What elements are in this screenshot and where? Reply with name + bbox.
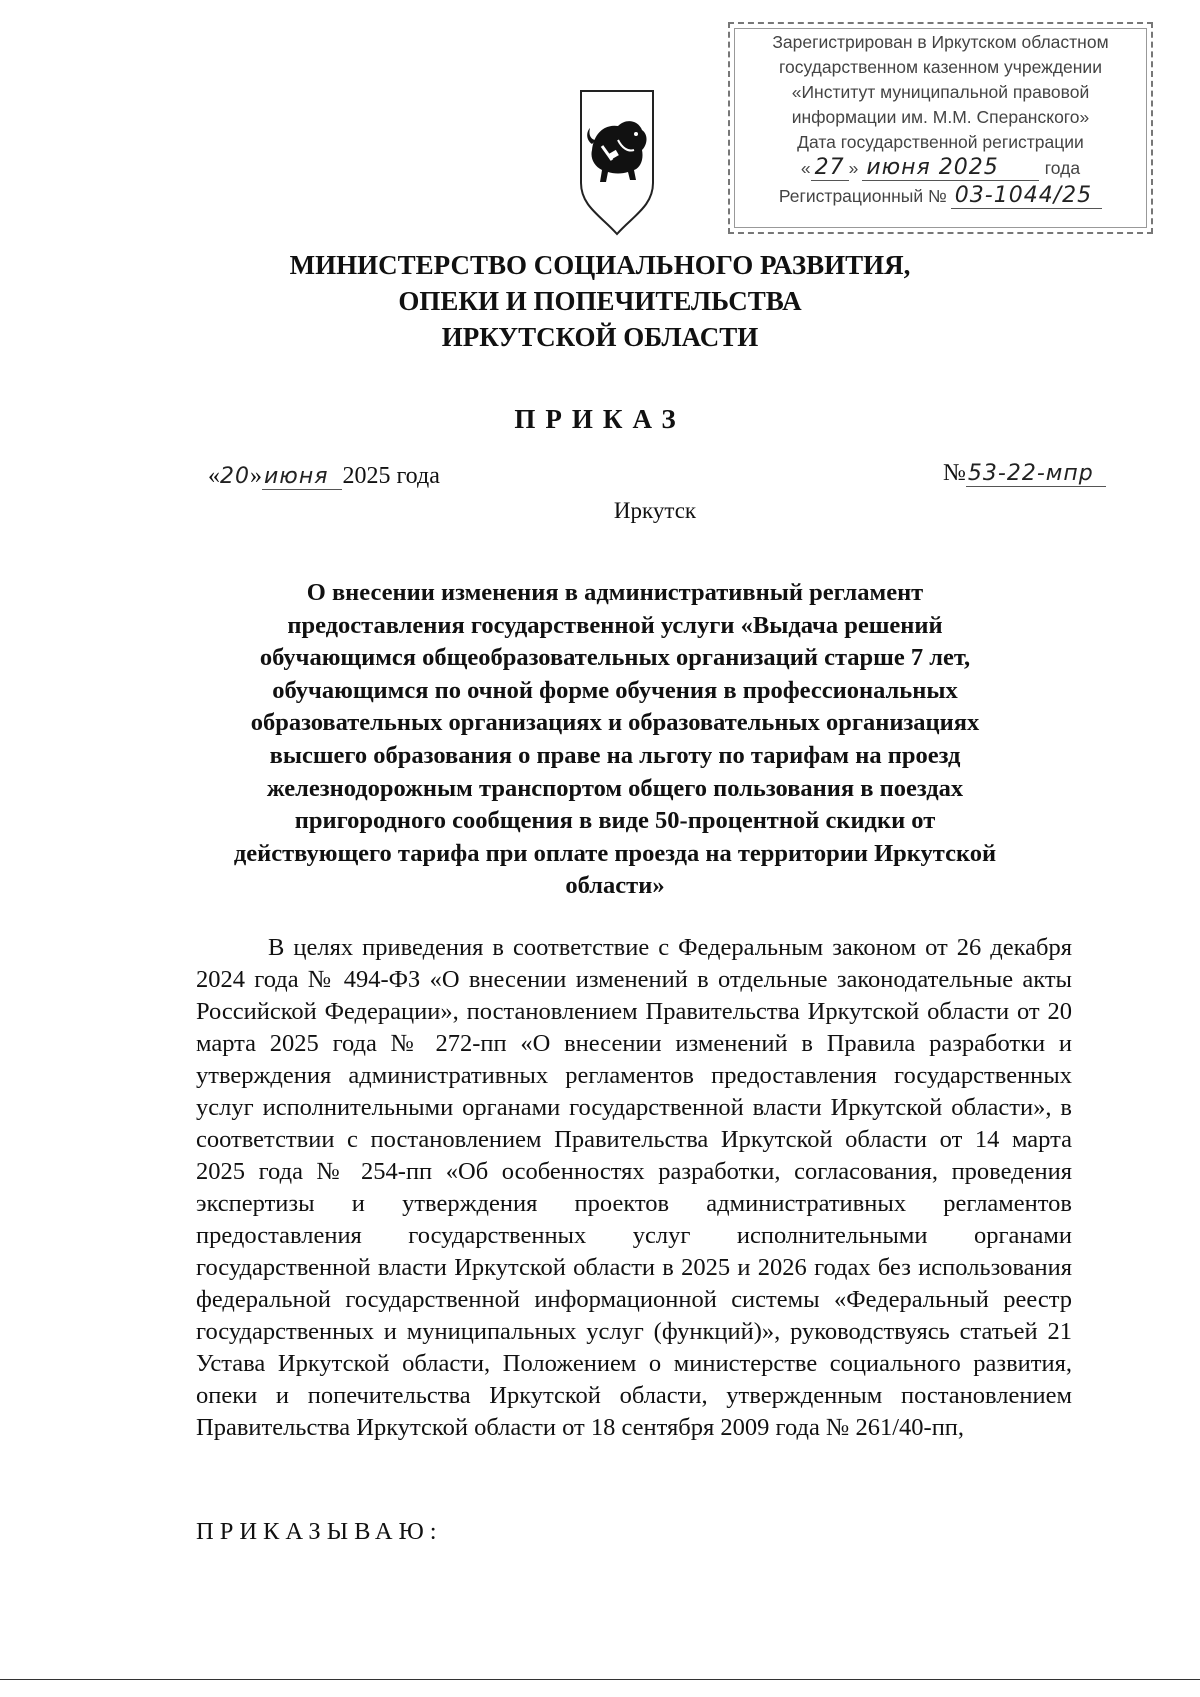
stamp-reg-row [740,183,1141,209]
stamp-date-month: июня [862,155,934,181]
subject-line: обучающимся по очной форме обучения в профессиональных [272,676,958,704]
subject-line: предоставления государственной услуги «Выдача решений [287,611,943,639]
stamp-date-close-quote: » [848,158,859,178]
order-date-month: июня [262,464,342,490]
ministry-heading [0,247,1200,355]
subject-line: пригородного сообщения в виде 50-процентной скидки от [294,807,936,835]
order-date-open-quote: « [208,463,220,489]
order-number-value: 53-22-мпр [966,461,1106,487]
subject-line: действующего тарифа при оплате проезда на территории Иркутской [233,839,997,867]
stamp-line: «Институт муниципальной правовой [791,82,1090,102]
stamp-date-row [740,155,1141,181]
registration-stamp [728,22,1153,234]
stamp-date-day: 27 [811,155,849,181]
subject-line: железнодорожным транспортом общего пользования в поездах [266,774,964,802]
stamp-line: государственном казенном учреждении [779,57,1102,77]
stamp-date-year: 2025 [935,155,1039,181]
preamble-paragraph: В целях приведения в соответствие с Федеральным законом от 26 декабря 2024 года № 494-ФЗ «О внесении изменений в отдельные законодательные акты Российской Федерации», постановлением Правительства Иркутской области от 20 марта 2025 года № 272-пп «О внесении изменений в Правила разработки и утверждения административных регламентов предоставления государственных услуг исполнительными органами государственной власти Иркутской области», в соответствии с постановлением Правительства Иркутской области от 14 марта 2025 года № 254-пп «Об особенностях разработки, согласования, проведения экспертизы и утверждения проектов административных регламентов предоставления государственных услуг исполнительными органами государственной власти Иркутской области в 2025 и 2026 годах без использования федеральной государственной информационной системы «Федеральный реестр государственных и муниципальных услуг (функций)», руководствуясь статьей 21 Устава Иркутской области, Положением о министерстве социального развития, опеки и попечительства Иркутской области, утвержденным постановлением Правительства Иркутской области от 18 сентября 2009 года № 261/40-пп, [196,934,1072,1441]
order-date-close-quote: » [250,463,262,489]
subject-line: О внесении изменения в административный регламент [306,579,924,606]
order-number-prefix: № [943,460,966,486]
order-subject [190,577,1040,903]
ministry-heading-line: ИРКУТСКОЙ ОБЛАСТИ [441,322,759,352]
subject-line: образовательных организациях и образовательных организациях [250,709,980,737]
ministry-heading-line: МИНИСТЕРСТВО СОЦИАЛЬНОГО РАЗВИТИЯ, [289,250,911,280]
subject-line: высшего образования о праве на льготу по тарифам на проезд [269,741,961,769]
stamp-line: Зарегистрирован в Иркутском областном [772,32,1109,52]
order-date-day: 20 [220,464,250,489]
order-date-year: 2025 года [342,463,440,489]
subject-line: области» [565,872,665,900]
stamp-reg-label: Регистрационный № [778,186,947,206]
coat-of-arms-emblem [578,88,656,238]
stamp-date-suffix: года [1044,158,1081,178]
page-bottom-rule [0,1679,1200,1680]
stamp-date-open-quote: « [800,158,811,178]
stamp-line: Дата государственной регистрации [797,132,1084,152]
ministry-heading-line: ОПЕКИ И ПОПЕЧИТЕЛЬСТВА [398,286,802,316]
stamp-line: информации им. М.М. Сперанского» [791,107,1090,127]
subject-line: обучающимся общеобразовательных организаций старше 7 лет, [259,644,971,672]
order-directive: ПРИКАЗЫВАЮ: [196,1518,443,1545]
order-date [208,463,440,490]
city-name: Иркутск [613,498,697,523]
order-title: ПРИКАЗ [514,404,686,434]
order-number [943,460,1106,487]
stamp-reg-number: 03-1044/25 [951,183,1102,209]
